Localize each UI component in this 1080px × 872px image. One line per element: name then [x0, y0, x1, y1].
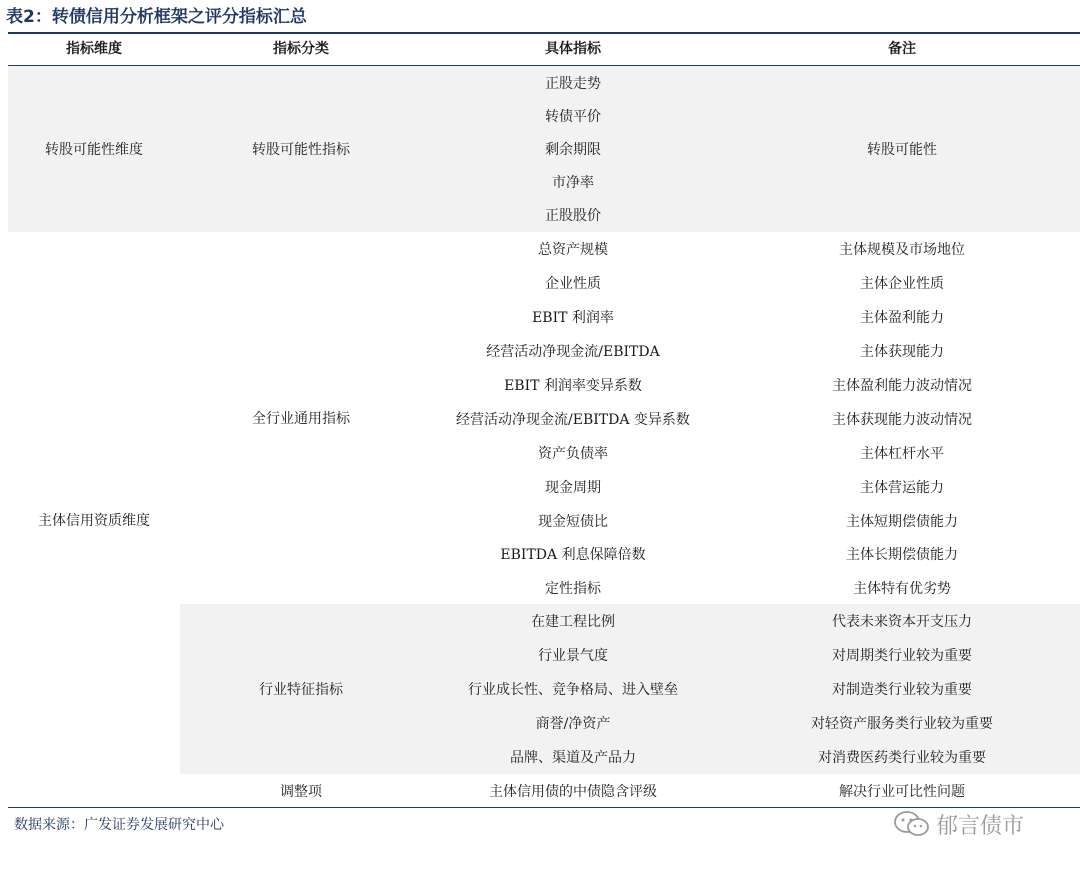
- general-note: 主体特有优劣势: [853, 581, 951, 597]
- general-indicator: EBIT 利润率: [532, 310, 614, 326]
- watermark: [892, 806, 1024, 842]
- industry-category: 行业特征指标: [259, 682, 343, 698]
- general-note: 主体长期偿债能力: [846, 547, 958, 563]
- general-indicator: 经营活动净现金流/EBITDA 变异系数: [456, 412, 690, 428]
- header-note: 备注: [888, 41, 916, 57]
- general-indicator: EBITDA 利息保障倍数: [500, 547, 646, 563]
- group1-category: 转股可能性指标: [252, 142, 350, 158]
- source-note: 数据来源：广发证券发展研究中心: [14, 817, 224, 833]
- header-category: 指标分类: [273, 41, 329, 57]
- industry-indicator: 商誉/净资产: [535, 716, 611, 732]
- industry-note: 对周期类行业较为重要: [832, 648, 972, 664]
- adjust-indicator: 主体信用债的中债隐含评级: [489, 783, 657, 800]
- group1-indicator: 正股走势: [545, 75, 601, 92]
- general-indicator: 总资产规模: [538, 242, 608, 258]
- general-note: 主体企业性质: [860, 276, 944, 292]
- wechat-icon: [892, 809, 932, 839]
- industry-indicator: 品牌、渠道及产品力: [510, 750, 636, 766]
- industry-note: 代表未来资本开支压力: [832, 614, 972, 630]
- industry-note: 对消费医药类行业较为重要: [818, 750, 986, 766]
- watermark-text: 郁言债市: [936, 813, 1025, 839]
- group1-indicator: 正股股价: [545, 207, 601, 224]
- general-indicator: 企业性质: [545, 276, 601, 292]
- group2-dimension: 主体信用资质维度: [38, 513, 150, 529]
- general-note: 主体盈利能力波动情况: [832, 378, 972, 394]
- industry-note: 对轻资产服务类行业较为重要: [811, 716, 993, 732]
- general-indicator: 经营活动净现金流/EBITDA: [486, 344, 660, 360]
- industry-indicator: 在建工程比例: [531, 614, 615, 630]
- industry-indicator: 行业成长性、竞争格局、进入壁垒: [468, 682, 678, 698]
- general-note: 主体获现能力波动情况: [832, 412, 972, 428]
- general-indicator: 现金短债比: [538, 514, 608, 530]
- group1-indicator: 剩余期限: [545, 141, 601, 158]
- general-note: 主体规模及市场地位: [839, 242, 965, 258]
- adjust-category: 调整项: [280, 783, 322, 800]
- table-header: [8, 34, 1080, 64]
- group1-indicator: 市净率: [552, 174, 594, 191]
- group1-dimension: 转股可能性维度: [45, 142, 143, 158]
- adjust-note: 解决行业可比性问题: [839, 783, 965, 800]
- general-note: 主体短期偿债能力: [846, 514, 958, 530]
- group1-note: 转股可能性: [867, 142, 937, 158]
- table-title: 表2：转债信用分析框架之评分指标汇总: [6, 7, 307, 27]
- general-indicator: 定性指标: [545, 581, 601, 597]
- group1-indicator: 转债平价: [545, 108, 601, 125]
- general-note: 主体杠杆水平: [860, 446, 944, 462]
- header-dimension: 指标维度: [66, 41, 122, 57]
- general-note: 主体获现能力: [860, 344, 944, 360]
- industry-note: 对制造类行业较为重要: [832, 682, 972, 698]
- general-note: 主体盈利能力: [860, 310, 944, 326]
- general-indicator: 资产负债率: [538, 446, 608, 462]
- header-indicator: 具体指标: [545, 41, 601, 57]
- general-indicator: EBIT 利润率变异系数: [504, 378, 642, 394]
- general-category: 全行业通用指标: [252, 411, 350, 427]
- general-note: 主体营运能力: [860, 480, 944, 496]
- industry-indicator: 行业景气度: [538, 648, 608, 664]
- general-indicator: 现金周期: [545, 480, 601, 496]
